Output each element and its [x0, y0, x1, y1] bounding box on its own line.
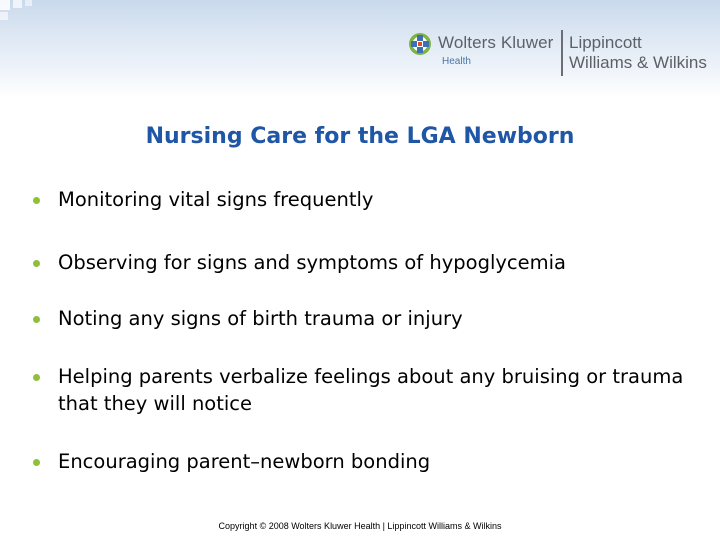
bullet-item [30, 305, 700, 332]
bullet-item [30, 363, 700, 417]
imprint-name-line2: Williams & Wilkins [569, 53, 707, 72]
wolters-kluwer-logo-icon [408, 32, 432, 56]
imprint-name-line1: Lippincott [569, 33, 642, 52]
bullet-item [30, 186, 700, 213]
bullet-dot-icon [33, 316, 40, 323]
decorative-square [25, 0, 32, 6]
bullet-text: Encouraging parent–newborn bonding [58, 450, 431, 473]
bullet-dot-icon [33, 260, 40, 267]
copyright-footer: Copyright © 2008 Wolters Kluwer Health | Lippincott Williams & Wilkins [218, 521, 502, 531]
slide-title: Nursing Care for the LGA Newborn [145, 124, 575, 149]
decorative-square [0, 12, 8, 20]
bullet-item [30, 249, 700, 276]
company-division: Health [442, 56, 471, 67]
bullet-text: Helping parents verbalize feelings about any bruising or trauma that they will notice [58, 365, 684, 415]
bullet-text: Noting any signs of birth trauma or injury [58, 307, 463, 330]
publisher-logo [408, 30, 720, 80]
company-name: Wolters Kluwer [438, 33, 554, 52]
decorative-square [13, 0, 22, 8]
bullet-text: Observing for signs and symptoms of hypoglycemia [58, 251, 566, 274]
bullet-dot-icon [33, 459, 40, 466]
bullet-item [30, 448, 700, 475]
bullet-dot-icon [33, 374, 40, 381]
bullet-dot-icon [33, 197, 40, 204]
logo-divider [561, 30, 563, 76]
bullet-text: Monitoring vital signs frequently [58, 188, 374, 211]
decorative-square [0, 0, 10, 10]
